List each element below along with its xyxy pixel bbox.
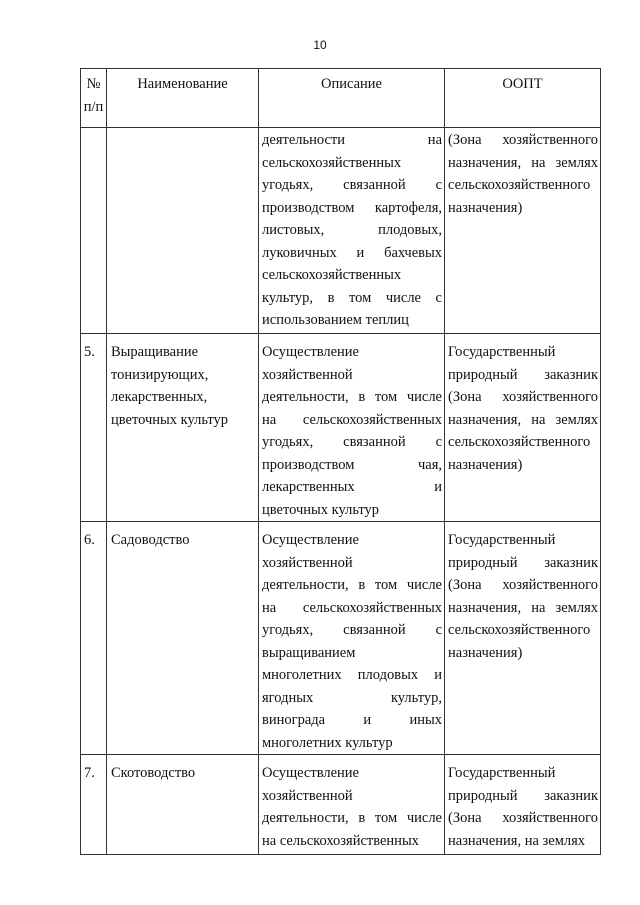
row-description-line: лекарственных и — [262, 479, 442, 495]
row-description — [259, 755, 445, 855]
row-oopt-line: назначения, на землях — [448, 832, 586, 849]
row-name-line: лекарственных, — [111, 389, 208, 405]
row-description-line: листовых, плодовых, — [262, 222, 442, 238]
row-oopt-line: сельскохозяйственного — [448, 434, 591, 450]
header-name: Наименование — [107, 69, 259, 128]
row-name-line: Скотоводство — [111, 765, 196, 781]
row-oopt — [445, 522, 601, 755]
row-oopt-line: природный заказник — [448, 787, 598, 804]
row-description-line: Осуществление — [262, 532, 359, 548]
row-description-line: Осуществление — [262, 344, 359, 360]
row-description-line: многолетних плодовых и — [262, 667, 442, 683]
row-name — [107, 128, 259, 334]
table-header-row — [81, 69, 601, 128]
row-description-line: деятельности, в том числе — [262, 577, 442, 593]
row-description-line: на сельскохозяйственных — [262, 599, 442, 616]
header-oopt: ООПТ — [445, 69, 601, 128]
row-number: 5. — [81, 334, 107, 522]
row-oopt — [445, 128, 601, 334]
row-name-line: тонизирующих, — [111, 366, 209, 383]
row-description-line: деятельности на — [262, 132, 442, 148]
row-description-line: луковичных и бахчевых — [262, 244, 442, 261]
row-description — [259, 334, 445, 522]
row-oopt-line: Государственный — [448, 532, 556, 548]
row-oopt-line: (Зона хозяйственного — [448, 577, 598, 593]
page-number: 10 — [313, 38, 327, 52]
zoning-table — [80, 68, 601, 855]
row-oopt-line: назначения, на землях — [448, 411, 598, 428]
row-oopt-line: природный заказник — [448, 554, 598, 571]
header-num-line: п/п — [83, 98, 104, 115]
row-name — [107, 755, 259, 855]
row-name-line: Садоводство — [111, 532, 190, 548]
row-description — [259, 522, 445, 755]
row-name — [107, 334, 259, 522]
header-description: Описание — [259, 69, 445, 128]
row-name-line: цветочных культур — [111, 411, 229, 428]
row-description-line: производством картофеля, — [262, 199, 442, 216]
row-oopt-line: назначения) — [448, 456, 523, 473]
table-row — [81, 334, 601, 522]
row-description — [259, 128, 445, 334]
row-description-line: на сельскохозяйственных — [262, 832, 419, 849]
row-number: 6. — [81, 522, 107, 755]
row-description-line: хозяйственной — [262, 787, 353, 804]
row-oopt — [445, 334, 601, 522]
row-description-line: деятельности, в том числе — [262, 810, 442, 826]
row-number — [81, 128, 107, 334]
row-oopt-line: (Зона хозяйственного — [448, 389, 598, 405]
header-num-line: № — [86, 76, 101, 92]
table-row — [81, 755, 601, 855]
row-description-line: Осуществление — [262, 765, 359, 781]
row-oopt-line: (Зона хозяйственного — [448, 810, 598, 826]
row-name-line: Выращивание — [111, 344, 199, 360]
row-oopt-line: Государственный — [448, 344, 556, 360]
row-description-line: ягодных культур, — [262, 689, 442, 706]
row-description-line: хозяйственной — [262, 554, 353, 571]
row-description-line: угодьях, связанной с — [262, 177, 442, 193]
row-description-line: деятельности, в том числе — [262, 389, 442, 405]
row-oopt-line: (Зона хозяйственного — [448, 132, 598, 148]
row-oopt-line: назначения) — [448, 199, 523, 216]
row-description-line: хозяйственной — [262, 366, 353, 383]
row-oopt — [445, 755, 601, 855]
header-num — [81, 69, 107, 128]
row-oopt-line: сельскохозяйственного — [448, 177, 591, 193]
row-description-line: винограда и иных — [262, 712, 442, 728]
row-description-line: сельскохозяйственных — [262, 267, 402, 283]
row-oopt-line: природный заказник — [448, 366, 598, 383]
row-description-line: на сельскохозяйственных — [262, 411, 442, 428]
table-row — [81, 522, 601, 755]
row-description-line: выращиванием — [262, 644, 356, 661]
row-name — [107, 522, 259, 755]
row-description-line: сельскохозяйственных — [262, 154, 402, 171]
row-description-line: угодьях, связанной с — [262, 622, 442, 638]
row-description-line: угодьях, связанной с — [262, 434, 442, 450]
row-description-line: многолетних культур — [262, 734, 393, 751]
row-oopt-line: назначения, на землях — [448, 154, 598, 171]
row-oopt-line: назначения, на землях — [448, 599, 598, 616]
row-number: 7. — [81, 755, 107, 855]
row-oopt-line: Государственный — [448, 765, 556, 781]
row-description-line: цветочных культур — [262, 501, 380, 518]
row-oopt-line: назначения) — [448, 644, 523, 661]
row-oopt-line: сельскохозяйственного — [448, 622, 591, 638]
table-row — [81, 128, 601, 334]
row-description-line: использованием теплиц — [262, 312, 409, 328]
row-description-line: культур, в том числе с — [262, 289, 442, 306]
row-description-line: производством чая, — [262, 456, 442, 473]
